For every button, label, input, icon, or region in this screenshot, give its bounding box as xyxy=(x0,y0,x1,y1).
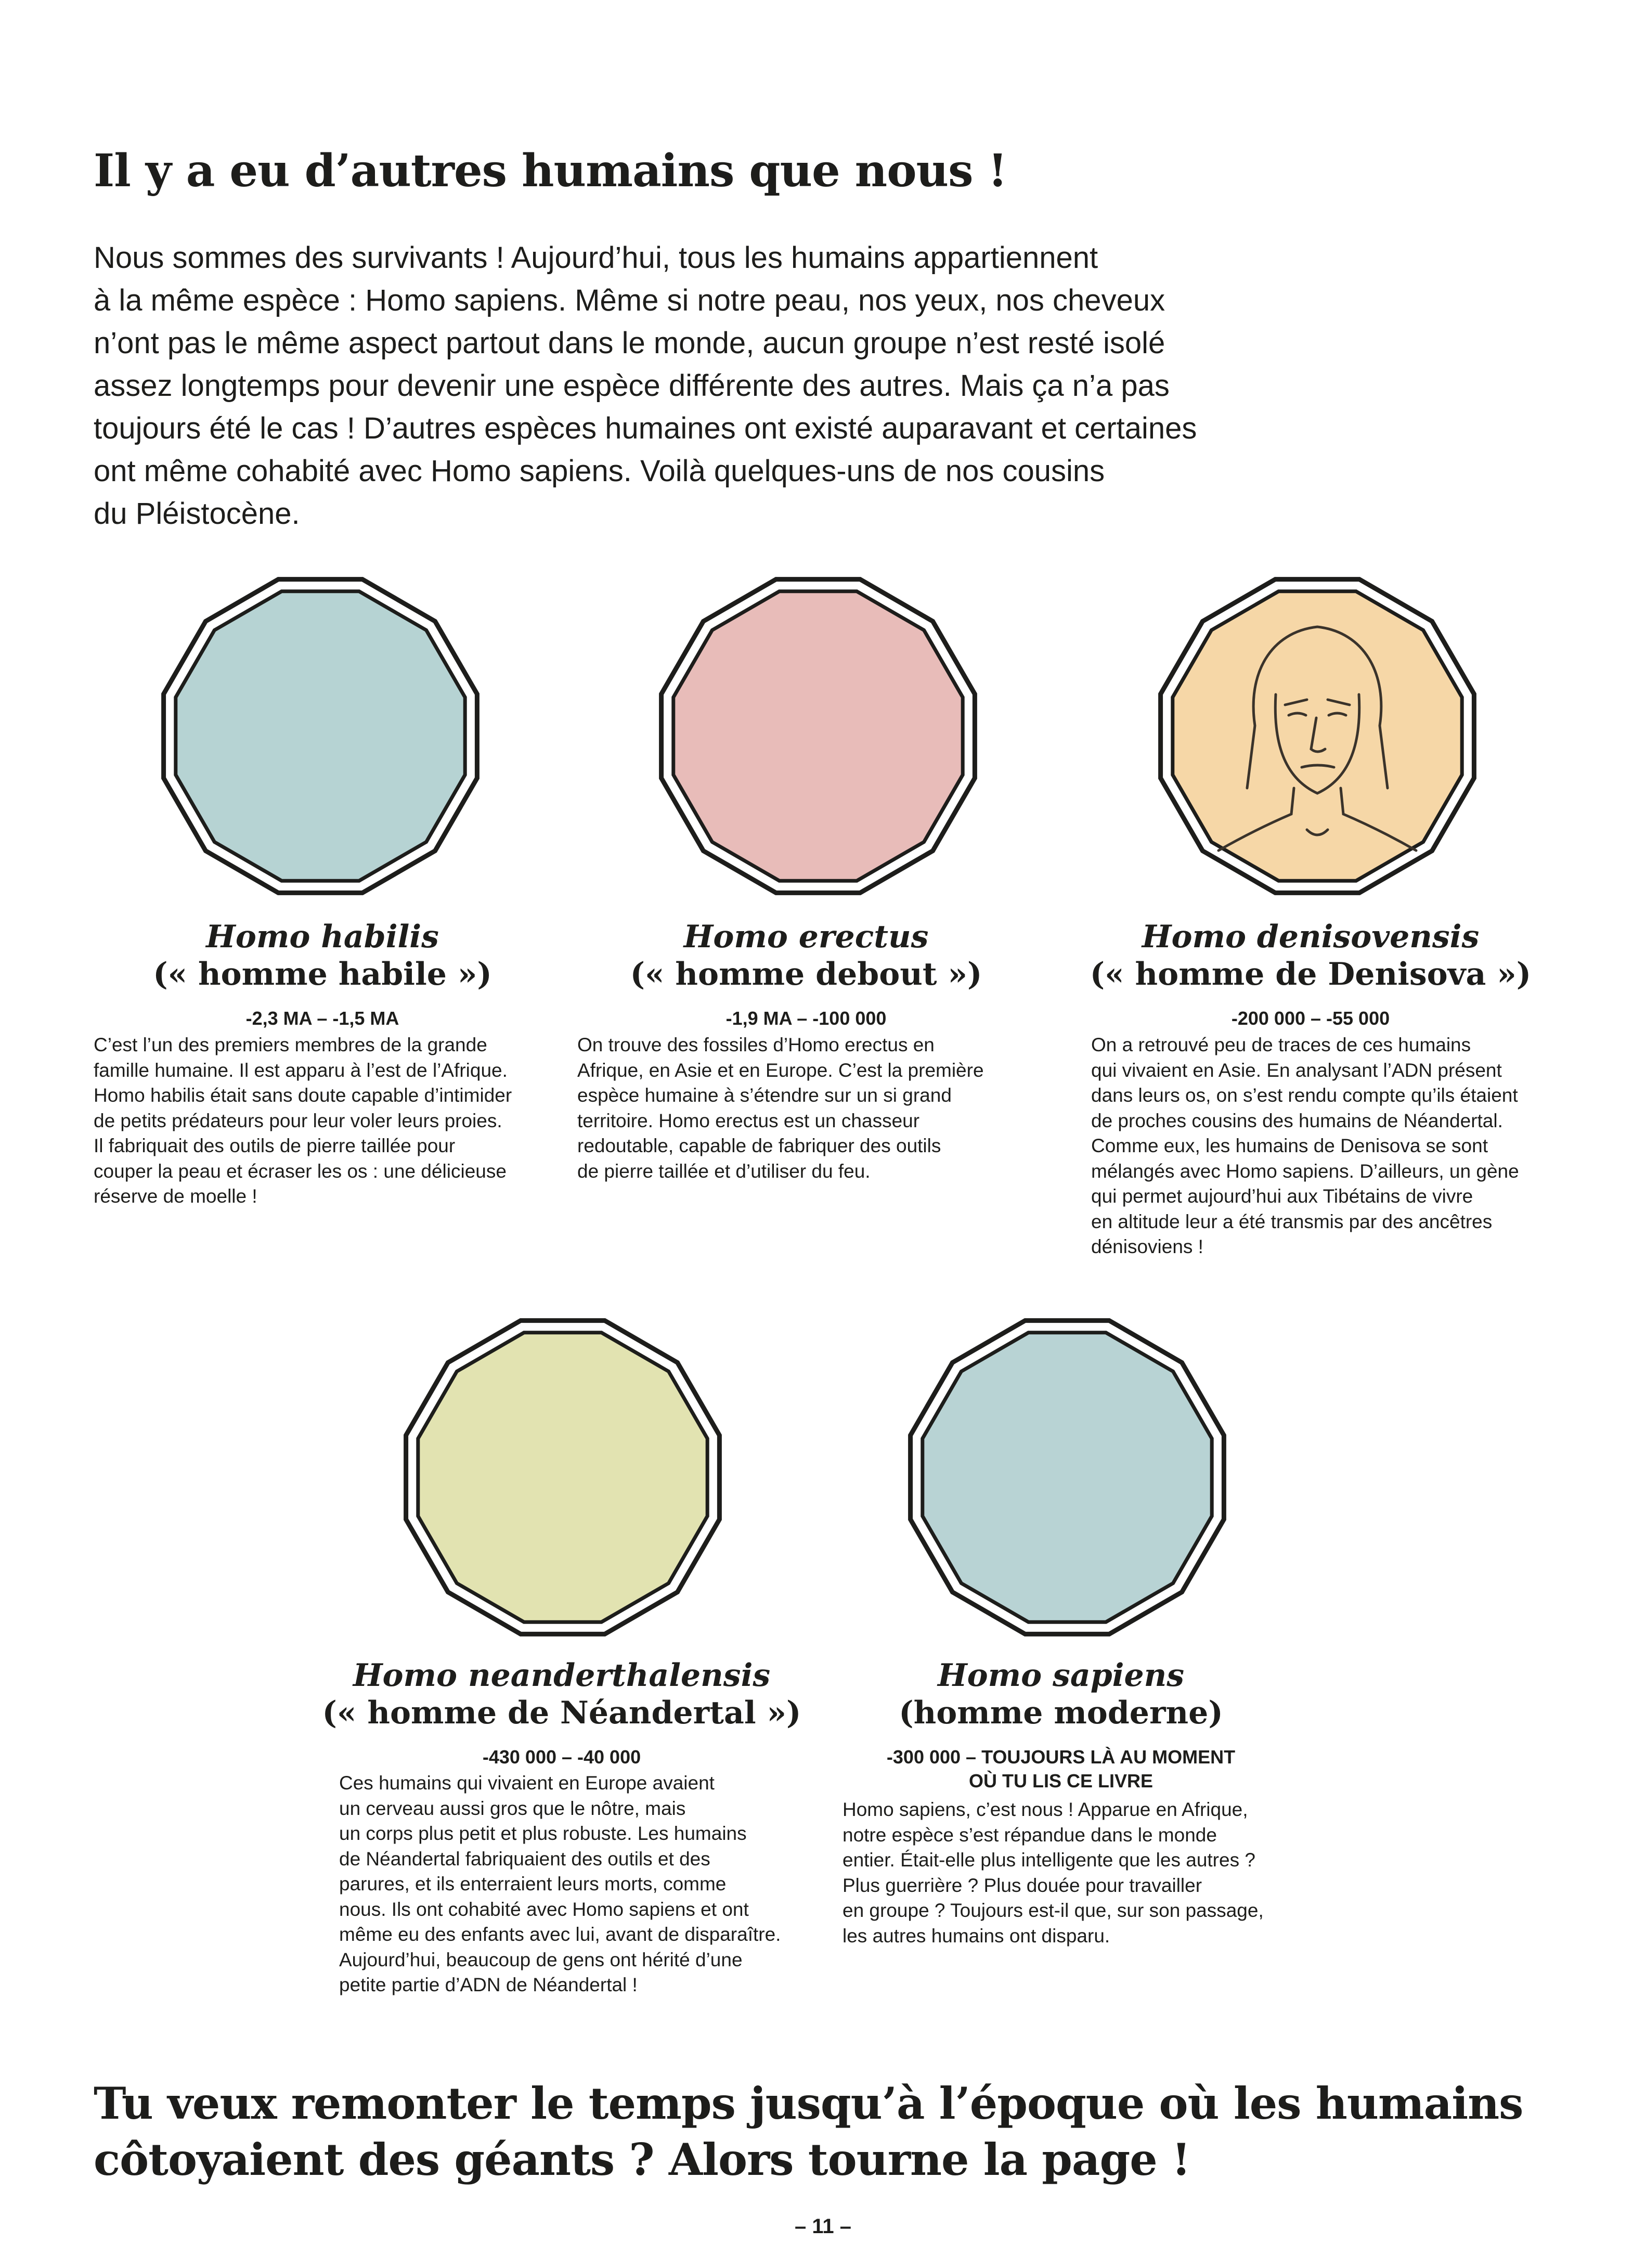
desc-line: C’est l’un des premiers membres de la grande xyxy=(94,1034,487,1055)
outro-line: Tu veux remonter le temps jusqu’à l’époque où les humains xyxy=(94,2078,1523,2129)
dodecagon-frame xyxy=(154,570,487,903)
species-dates-continued: OÙ TU LIS CE LIVRE xyxy=(968,1770,1154,1792)
desc-line: de Néandertal fabriquaient des outils et des xyxy=(339,1848,710,1870)
desc-line: en altitude leur a été transmis par des ancêtres xyxy=(1091,1210,1493,1232)
desc-line: même eu des enfants avec lui, avant de disparaître. xyxy=(339,1924,781,1945)
dodecagon-frame xyxy=(1151,570,1484,903)
dodecagon-frame xyxy=(652,570,984,903)
intro-line: n’ont pas le même aspect partout dans le monde, aucun groupe n’est resté isolé xyxy=(94,326,1165,360)
desc-line: de pierre taillée et d’utiliser du feu. xyxy=(577,1160,871,1182)
desc-line: entier. Était-elle plus intelligente que les autres ? xyxy=(843,1849,1255,1871)
desc-line: Il fabriquait des outils de pierre taillée pour xyxy=(94,1135,456,1156)
page-number: – 11 – xyxy=(794,2215,851,2238)
badge-inner-fill xyxy=(1173,591,1462,881)
species-dates: -1,9 MA – -100 000 xyxy=(725,1008,887,1029)
desc-line: en groupe ? Toujours est-il que, sur son passage, xyxy=(843,1900,1264,1921)
desc-line: On a retrouvé peu de traces de ces humains xyxy=(1091,1034,1471,1055)
desc-line: les autres humains ont disparu. xyxy=(843,1925,1110,1947)
species-dates: -200 000 – -55 000 xyxy=(1231,1008,1390,1029)
desc-line: notre espèce s’est répandue dans le monde xyxy=(843,1824,1217,1846)
desc-line: espèce humaine à s’étendre sur un si grand xyxy=(577,1085,952,1106)
desc-line: nous. Ils ont cohabité avec Homo sapiens et ont xyxy=(339,1898,749,1920)
species-common-name: (« homme habile ») xyxy=(153,956,492,993)
desc-line: famille humaine. Il est apparu à l’est de l’Afrique. xyxy=(94,1059,508,1081)
dodecagon-frame xyxy=(901,1311,1234,1644)
desc-line: qui vivaient en Asie. En analysant l’ADN présent xyxy=(1091,1059,1502,1081)
desc-line: dans leurs os, on s’est rendu compte qu’ils étaient xyxy=(1091,1085,1518,1106)
badge-inner-fill xyxy=(923,1333,1212,1622)
badge-inner-fill xyxy=(176,591,465,881)
erectus-description xyxy=(577,1033,1056,1184)
species-name: Homo habilis xyxy=(206,919,439,955)
species-common-name: (« homme de Néandertal ») xyxy=(322,1695,801,1731)
denisovensis-caption xyxy=(1056,918,1565,1030)
desc-line: qui permet aujourd’hui aux Tibétains de vivre xyxy=(1091,1185,1473,1207)
species-name: Homo erectus xyxy=(683,919,929,955)
page-title: Il y a eu d’autres humains que nous ! xyxy=(94,145,1007,197)
species-common-name: (« homme debout ») xyxy=(630,956,982,993)
denisovensis-description xyxy=(1091,1033,1590,1260)
habilis-description xyxy=(94,1033,572,1209)
desc-line: Homo sapiens, c’est nous ! Apparue en Afrique, xyxy=(843,1799,1248,1820)
intro-line: à la même espèce : Homo sapiens. Même si notre peau, nos yeux, nos cheveux xyxy=(94,283,1165,317)
erectus-caption xyxy=(567,918,1045,1030)
badge-inner-fill xyxy=(673,591,963,881)
desc-line: Homo habilis était sans doute capable d’intimider xyxy=(94,1085,512,1106)
desc-line: réserve de moelle ! xyxy=(94,1185,257,1207)
species-common-name: (« homme de Denisova ») xyxy=(1090,956,1532,993)
habilis-portrait-badge xyxy=(154,570,487,903)
dodecagon-frame xyxy=(396,1311,729,1644)
badge-inner-fill xyxy=(418,1333,707,1622)
intro-paragraph xyxy=(94,237,1342,535)
intro-line: toujours été le cas ! D’autres espèces humaines ont existé auparavant et certaines xyxy=(94,411,1197,445)
neanderthalensis-description xyxy=(339,1771,838,1998)
species-common-name: (homme moderne) xyxy=(899,1695,1223,1731)
desc-line: territoire. Homo erectus est un chasseur xyxy=(577,1110,920,1131)
desc-line: Ces humains qui vivaient en Europe avaient xyxy=(339,1772,715,1794)
desc-line: Afrique, en Asie et en Europe. C’est la première xyxy=(577,1059,984,1081)
desc-line: de proches cousins des humains de Néandertal. xyxy=(1091,1110,1503,1131)
species-name: Homo neanderthalensis xyxy=(353,1657,771,1694)
sapiens-caption xyxy=(822,1657,1300,1793)
species-dates: -430 000 – -40 000 xyxy=(482,1746,641,1768)
species-name: Homo denisovensis xyxy=(1142,919,1480,955)
sapiens-portrait-badge xyxy=(901,1311,1234,1644)
species-name: Homo sapiens xyxy=(937,1657,1185,1694)
sapiens-description xyxy=(843,1797,1342,1949)
neanderthalensis-portrait-badge xyxy=(396,1311,729,1644)
desc-line: un corps plus petit et plus robuste. Les humains xyxy=(339,1823,747,1844)
erectus-portrait-badge xyxy=(652,570,984,903)
desc-line: de petits prédateurs pour leur voler leurs proies. xyxy=(94,1110,502,1131)
intro-line: du Pléistocène. xyxy=(94,497,300,531)
desc-line: petite partie d’ADN de Néandertal ! xyxy=(339,1974,638,1995)
desc-line: Aujourd’hui, beaucoup de gens ont hérité d’une xyxy=(339,1949,743,1970)
desc-line: Comme eux, les humains de Denisova se sont xyxy=(1091,1135,1488,1156)
desc-line: un cerveau aussi gros que le nôtre, mais xyxy=(339,1797,686,1819)
intro-line: assez longtemps pour devenir une espèce différente des autres. Mais ça n’a pas xyxy=(94,369,1170,403)
habilis-caption xyxy=(88,918,556,1030)
desc-line: parures, et ils enterraient leurs morts, comme xyxy=(339,1873,727,1895)
intro-line: Nous sommes des survivants ! Aujourd’hui, tous les humains appartiennent xyxy=(94,241,1098,275)
desc-line: couper la peau et écraser les os : une délicieuse xyxy=(94,1160,507,1182)
intro-line: ont même cohabité avec Homo sapiens. Voilà quelques-uns de nos cousins xyxy=(94,454,1105,488)
desc-line: dénisoviens ! xyxy=(1091,1236,1203,1257)
outro-line: côtoyaient des géants ? Alors tourne la page ! xyxy=(94,2134,1190,2185)
denisovensis-portrait-badge xyxy=(1151,570,1484,903)
desc-line: On trouve des fossiles d’Homo erectus en xyxy=(577,1034,935,1055)
closing-call-to-action xyxy=(94,2076,1550,2188)
neanderthalensis-caption xyxy=(312,1657,811,1769)
species-dates: -2,3 MA – -1,5 MA xyxy=(245,1008,399,1029)
species-dates: -300 000 – TOUJOURS LÀ AU MOMENT xyxy=(886,1746,1236,1768)
desc-line: Plus guerrière ? Plus douée pour travailler xyxy=(843,1874,1202,1896)
desc-line: redoutable, capable de fabriquer des outils xyxy=(577,1135,941,1156)
desc-line: mélangés avec Homo sapiens. D’ailleurs, un gène xyxy=(1091,1160,1519,1182)
